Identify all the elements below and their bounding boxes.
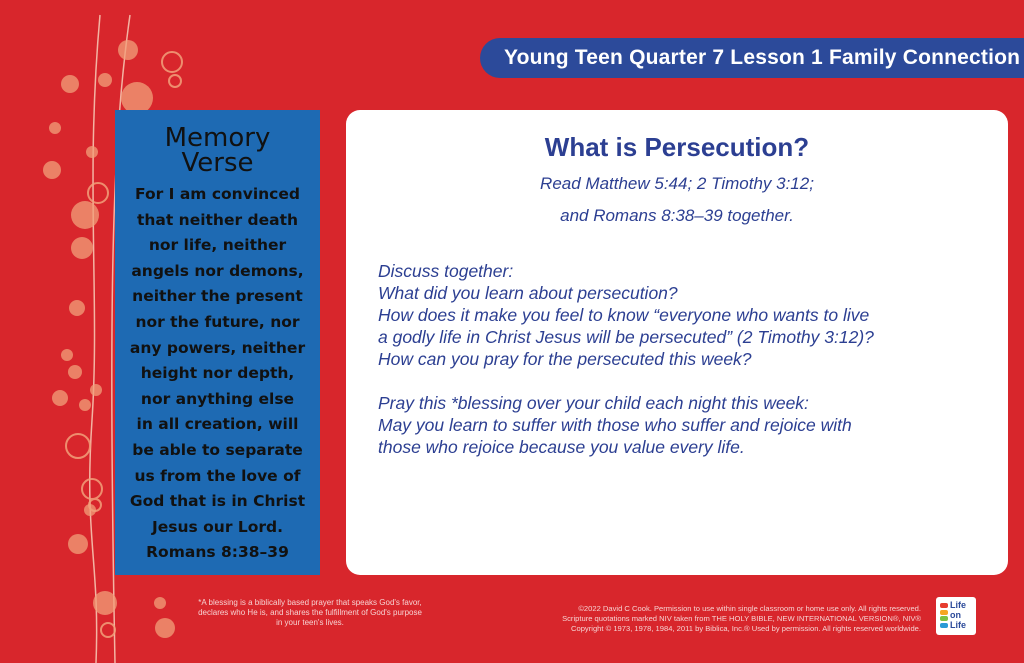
question-1: What did you learn about persecution? bbox=[378, 283, 678, 303]
pray-heading: Pray this *blessing over your child each night this week: bbox=[378, 393, 809, 413]
discuss-heading: Discuss together: bbox=[378, 261, 514, 281]
card-body bbox=[378, 260, 988, 458]
memory-verse-box bbox=[115, 110, 320, 575]
card-title: What is Persecution? bbox=[544, 132, 810, 162]
question-2: How does it make you feel to know “everyone who wants to live bbox=[378, 305, 870, 325]
copyright-line-2: Scripture quotations marked NIV taken from THE HOLY BIBLE, NEW INTERNATIONAL VERSION®, NIV® bbox=[562, 614, 921, 623]
blessing-footnote: *A blessing is a biblically based prayer that speaks God's favor, declares who He is, and shares the fulfillment of God's purpose in your teen's lives. bbox=[198, 598, 422, 627]
memory-verse-heading-line2: Verse bbox=[181, 148, 254, 178]
banner-title: Young Teen Quarter 7 Lesson 1 Family Connection bbox=[504, 46, 1021, 69]
memory-verse-heading bbox=[115, 123, 320, 178]
logo-text: Life on Life bbox=[950, 600, 967, 630]
discussion-card bbox=[346, 110, 1008, 575]
memory-verse-reference: Romans 8:38–39 bbox=[146, 543, 289, 562]
blessing-line-1: May you learn to suffer with those who suffer and rejoice with bbox=[378, 415, 852, 435]
logo-bars-icon bbox=[940, 603, 948, 629]
spacer bbox=[378, 370, 988, 392]
copyright-line-1: ©2022 David C Cook. Permission to use within single classroom or home use only. All rights reserved. bbox=[578, 604, 921, 613]
read-line-2: and Romans 8:38–39 together. bbox=[560, 206, 794, 225]
memory-verse-heading-line1: Memory bbox=[164, 123, 271, 153]
question-3: a godly life in Christ Jesus will be persecuted” (2 Timothy 3:12)? bbox=[378, 327, 874, 347]
question-4: How can you pray for the persecuted this week? bbox=[378, 349, 752, 369]
blessing-line-2: those who rejoice because you value every life. bbox=[378, 437, 745, 457]
read-line-1: Read Matthew 5:44; 2 Timothy 3:12; bbox=[540, 174, 814, 193]
life-on-life-logo bbox=[936, 597, 976, 635]
memory-verse-text: For I am convinced that neither death nor life, neither angels nor demons, neither the present nor the future, nor any powers, neither height nor depth, nor anything else in all creation, will be able to separate us from the love of God that is in Christ Jesus our Lord. bbox=[129, 185, 306, 536]
copyright-line-3: Copyright © 1973, 1978, 1984, 2011 by Biblica, Inc.® Used by permission. All rights reserved worldwide. bbox=[571, 624, 921, 633]
lesson-banner bbox=[480, 38, 1024, 78]
copyright-notice bbox=[455, 604, 921, 634]
